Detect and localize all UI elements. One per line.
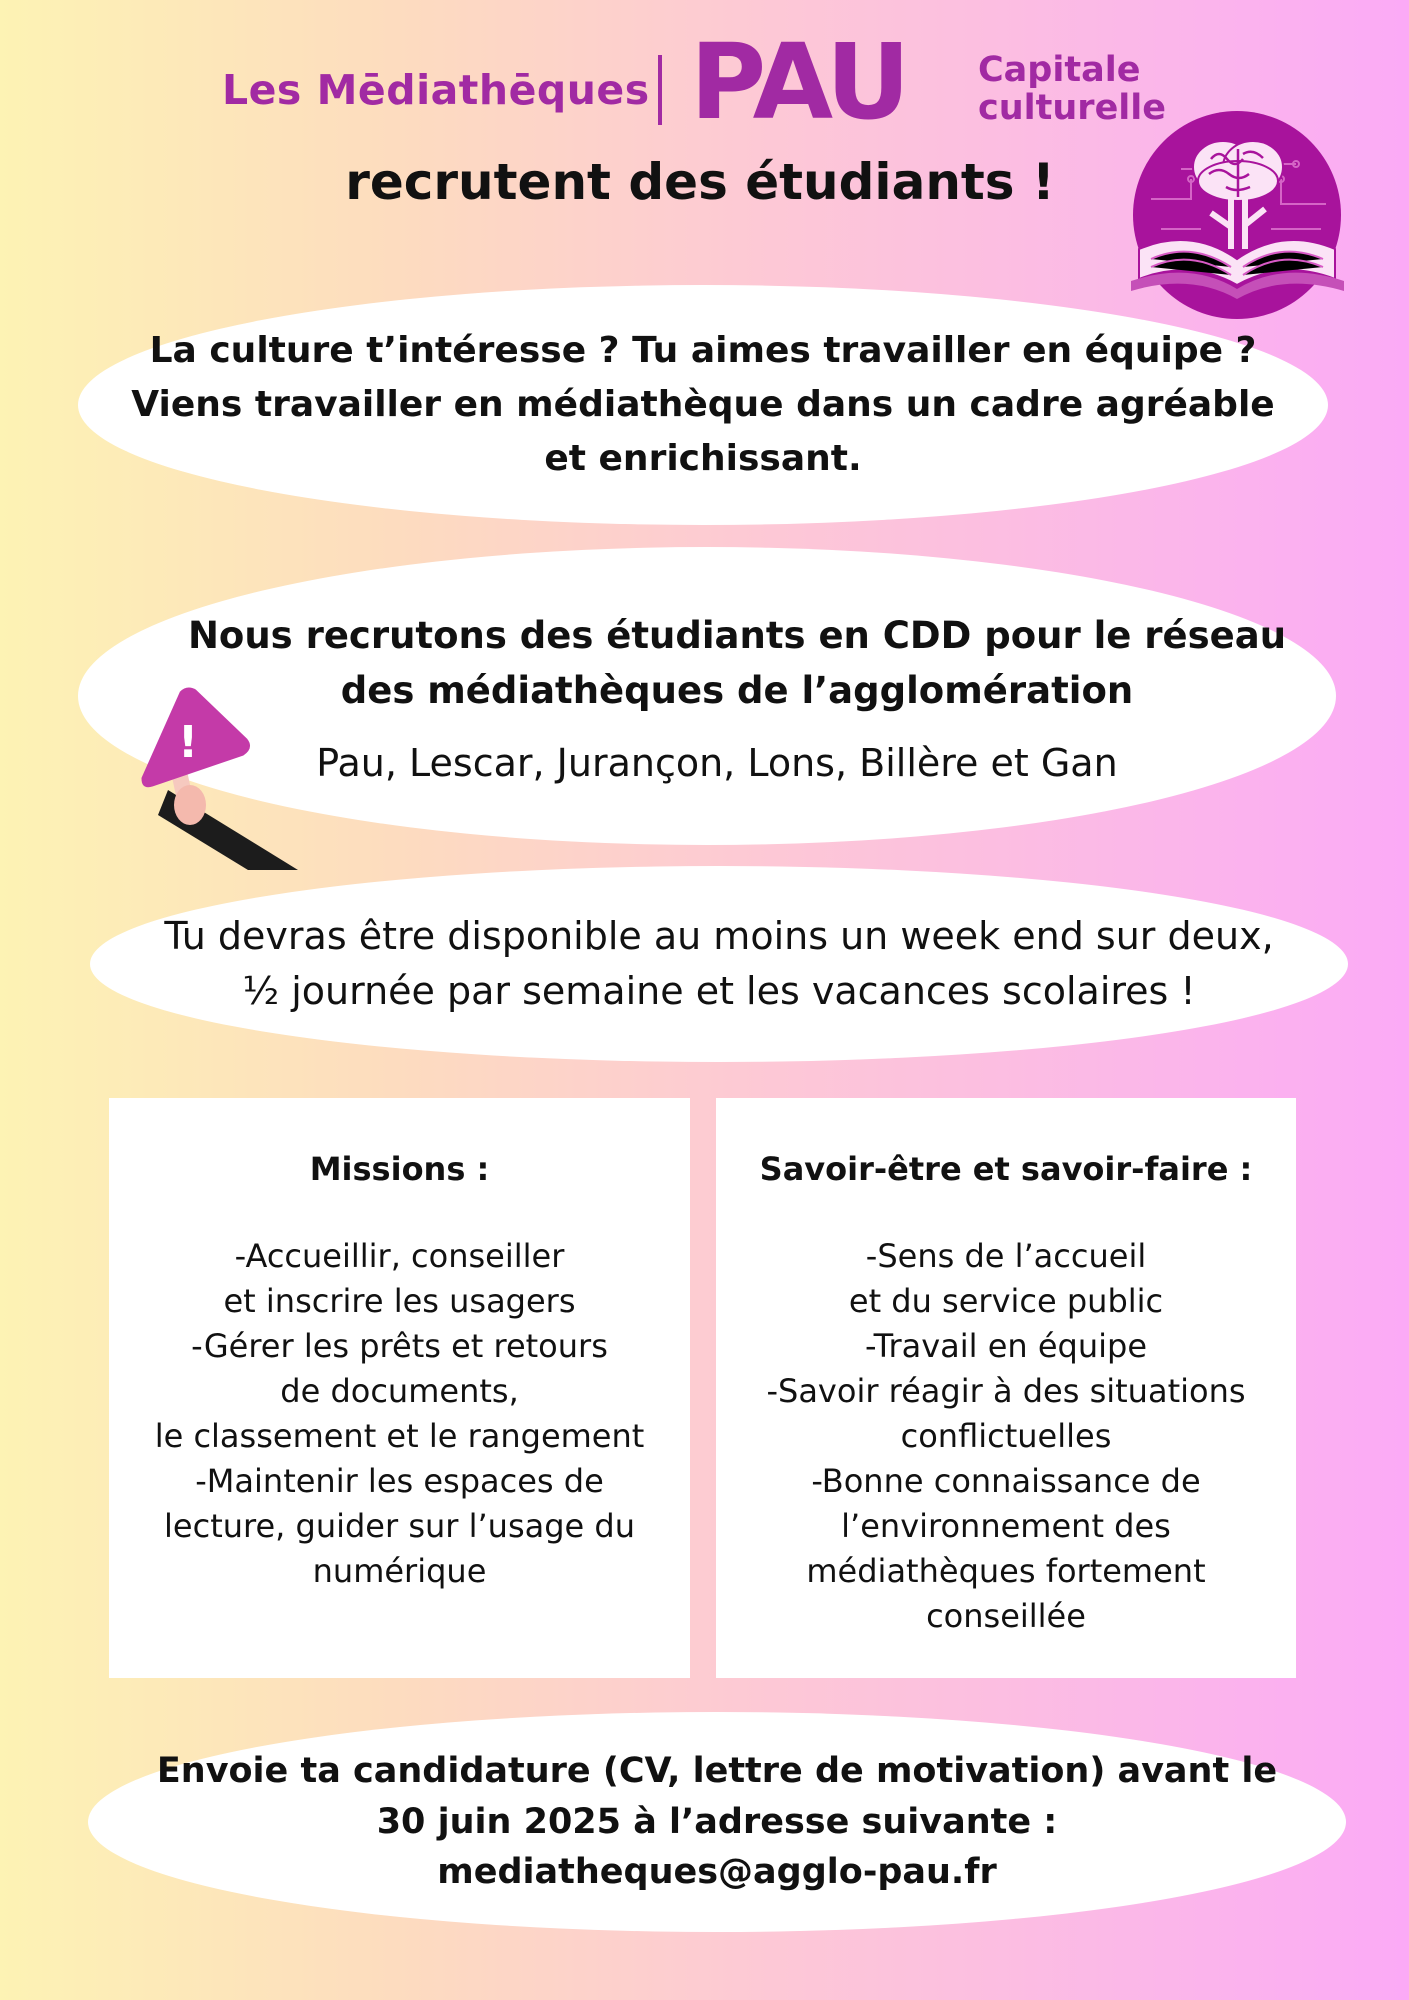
missions-line: de documents, <box>280 1372 519 1410</box>
apply-line-1: Envoie ta candidature (CV, lettre de motivation) avant le <box>156 1750 1278 1791</box>
availability-line-2: ½ journée par semaine et les vacances scolaires ! <box>242 969 1196 1013</box>
recruit-title-line-2: des médiathèques de l’agglomération <box>340 669 1134 712</box>
recruit-title-line-1: Nous recrutons des étudiants en CDD pour le réseau <box>187 613 1287 657</box>
skills-line: médiathèques fortement <box>806 1552 1206 1590</box>
missions-line: numérique <box>312 1552 487 1590</box>
missions-line: lecture, guider sur l’usage du <box>164 1507 635 1545</box>
availability-line-1: Tu devras être disponible au moins un week end sur deux, <box>164 913 1274 958</box>
brand-separator <box>658 55 662 125</box>
intro-line-2: Viens travailler en médiathèque dans un cadre agréable <box>131 384 1275 425</box>
skills-line: et du service public <box>848 1282 1164 1320</box>
missions-line: -Maintenir les espaces de <box>195 1462 604 1500</box>
skills-line: conseillée <box>926 1597 1086 1635</box>
brand-tagline-line-2: culturelle <box>978 87 1167 128</box>
skills-line: conflictuelles <box>900 1417 1112 1455</box>
intro-line-3: et enrichissant. <box>544 438 862 479</box>
skills-line: l’environnement des <box>841 1507 1171 1545</box>
skills-title: Savoir-être et savoir-faire : <box>759 1150 1253 1188</box>
missions-line: le classement et le rangement <box>154 1417 645 1455</box>
skills-line: -Travail en équipe <box>864 1327 1148 1365</box>
brain-book-icon <box>1131 109 1344 322</box>
recruit-cities: Pau, Lescar, Jurançon, Lons, Billère et Gan <box>316 740 1118 785</box>
skills-line: -Sens de l’accueil <box>865 1237 1147 1275</box>
brand-pau-logo: PAU <box>690 21 907 143</box>
apply-bubble <box>88 1712 1346 1932</box>
apply-line-2: 30 juin 2025 à l’adresse suivante : <box>376 1801 1058 1842</box>
apply-email-link[interactable]: mediatheques@agglo-pau.fr <box>437 1852 997 1893</box>
brand-mediatheques: Les Mēdiathēques <box>222 66 650 114</box>
missions-title: Missions : <box>309 1150 490 1188</box>
brand-tagline-line-1: Capitale <box>978 50 1141 90</box>
warning-sign-icon <box>128 685 308 870</box>
skills-line: -Bonne connaissance de <box>811 1462 1201 1500</box>
skills-box <box>716 1098 1296 1678</box>
intro-bubble <box>78 285 1328 525</box>
svg-text:!: ! <box>178 717 199 768</box>
skills-line: -Savoir réagir à des situations <box>766 1372 1246 1410</box>
intro-line-1: La culture t’intéresse ? Tu aimes travailler en équipe ? <box>149 330 1257 371</box>
missions-line: -Gérer les prêts et retours <box>191 1327 608 1365</box>
missions-box <box>109 1098 690 1678</box>
availability-bubble <box>90 866 1348 1062</box>
page-title: recrutent des étudiants ! <box>345 153 1055 211</box>
missions-line: et inscrire les usagers <box>223 1282 576 1320</box>
missions-line: -Accueillir, conseiller <box>234 1237 565 1275</box>
